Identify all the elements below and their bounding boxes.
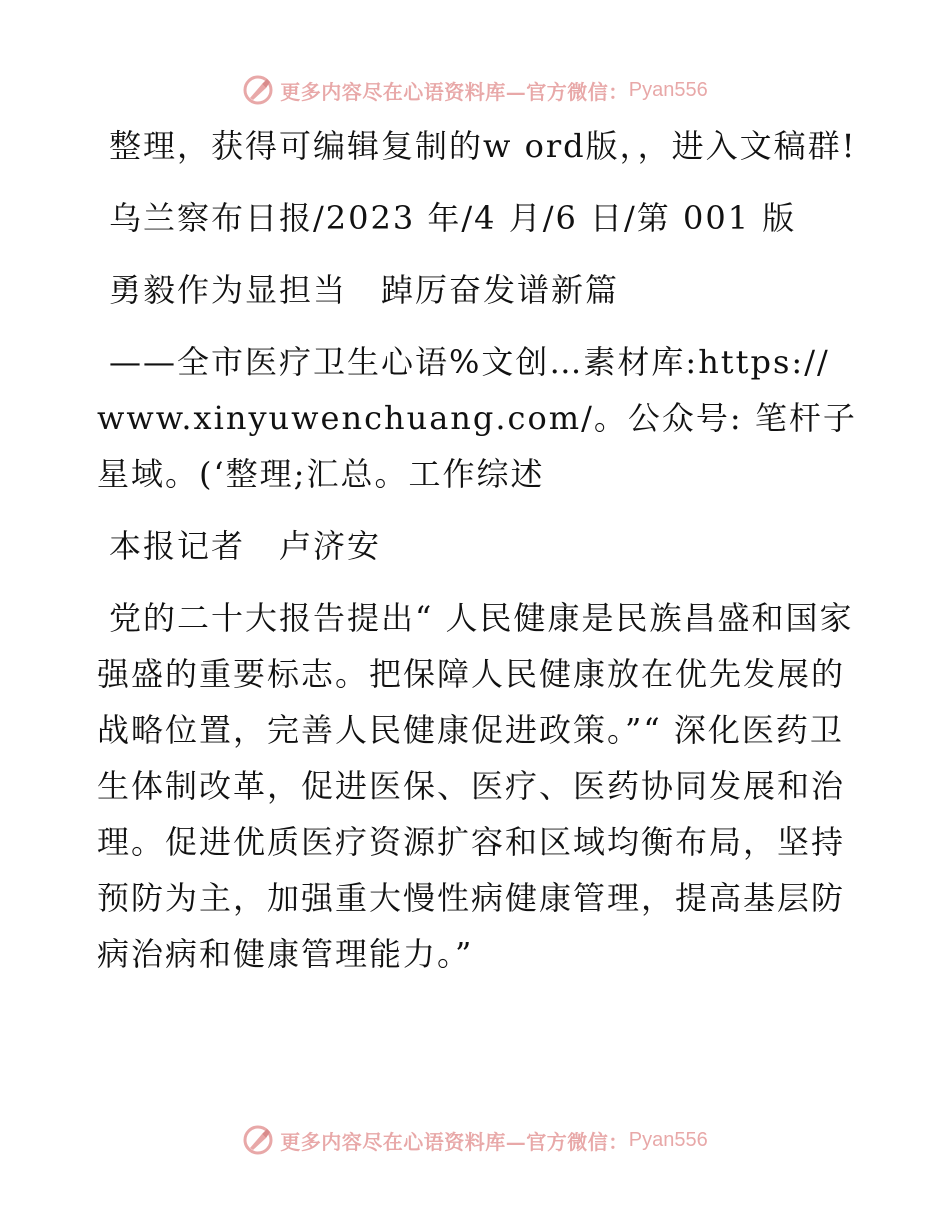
- watermark-contact: Pyan556: [628, 78, 708, 101]
- watermark-text: 更多内容尽在心语资料库—官方微信：: [280, 79, 629, 104]
- pen-nib-logo-icon: [242, 1124, 274, 1156]
- pen-nib-logo-icon: [242, 74, 274, 106]
- article-title: 勇毅作为显担当 踔厉奋发谱新篇: [109, 271, 620, 309]
- document-body: [97, 118, 857, 998]
- watermark-contact: Pyan556: [628, 1128, 708, 1151]
- body-paragraph: 党的二十大报告提出“ 人民健康是民族昌盛和国家强盛的重要标志。把保障人民健康放在优先发展的战略位置，完善人民健康促进政策。”“ 深化医药卫生体制改革，促进医保、医疗、医药协同发展和治理。促进优质医疗资源扩容和区域均衡布局，坚持预防为主，加强重大慢性病健康管理，提高基层防病治病和健康管理能力。”: [97, 599, 854, 973]
- intro-paragraph: 整理，获得可编辑复制的w ord版，，进入文稿群!: [109, 127, 857, 165]
- source-line: 乌兰察布日报/2023 年/4 月/6 日/第 001 版: [109, 199, 797, 237]
- watermark-text: 更多内容尽在心语资料库—官方微信：: [280, 1129, 629, 1154]
- header-watermark-banner: [0, 70, 950, 110]
- footer-watermark-banner: [0, 1120, 950, 1160]
- article-subtitle: ——全市医疗卫生心语%文创…素材库:https://www.xinyuwenchuang.com/。公众号: 笔杆子星域。(‘整理;汇总。工作综述: [97, 343, 857, 493]
- byline: 本报记者 卢济安: [109, 527, 382, 565]
